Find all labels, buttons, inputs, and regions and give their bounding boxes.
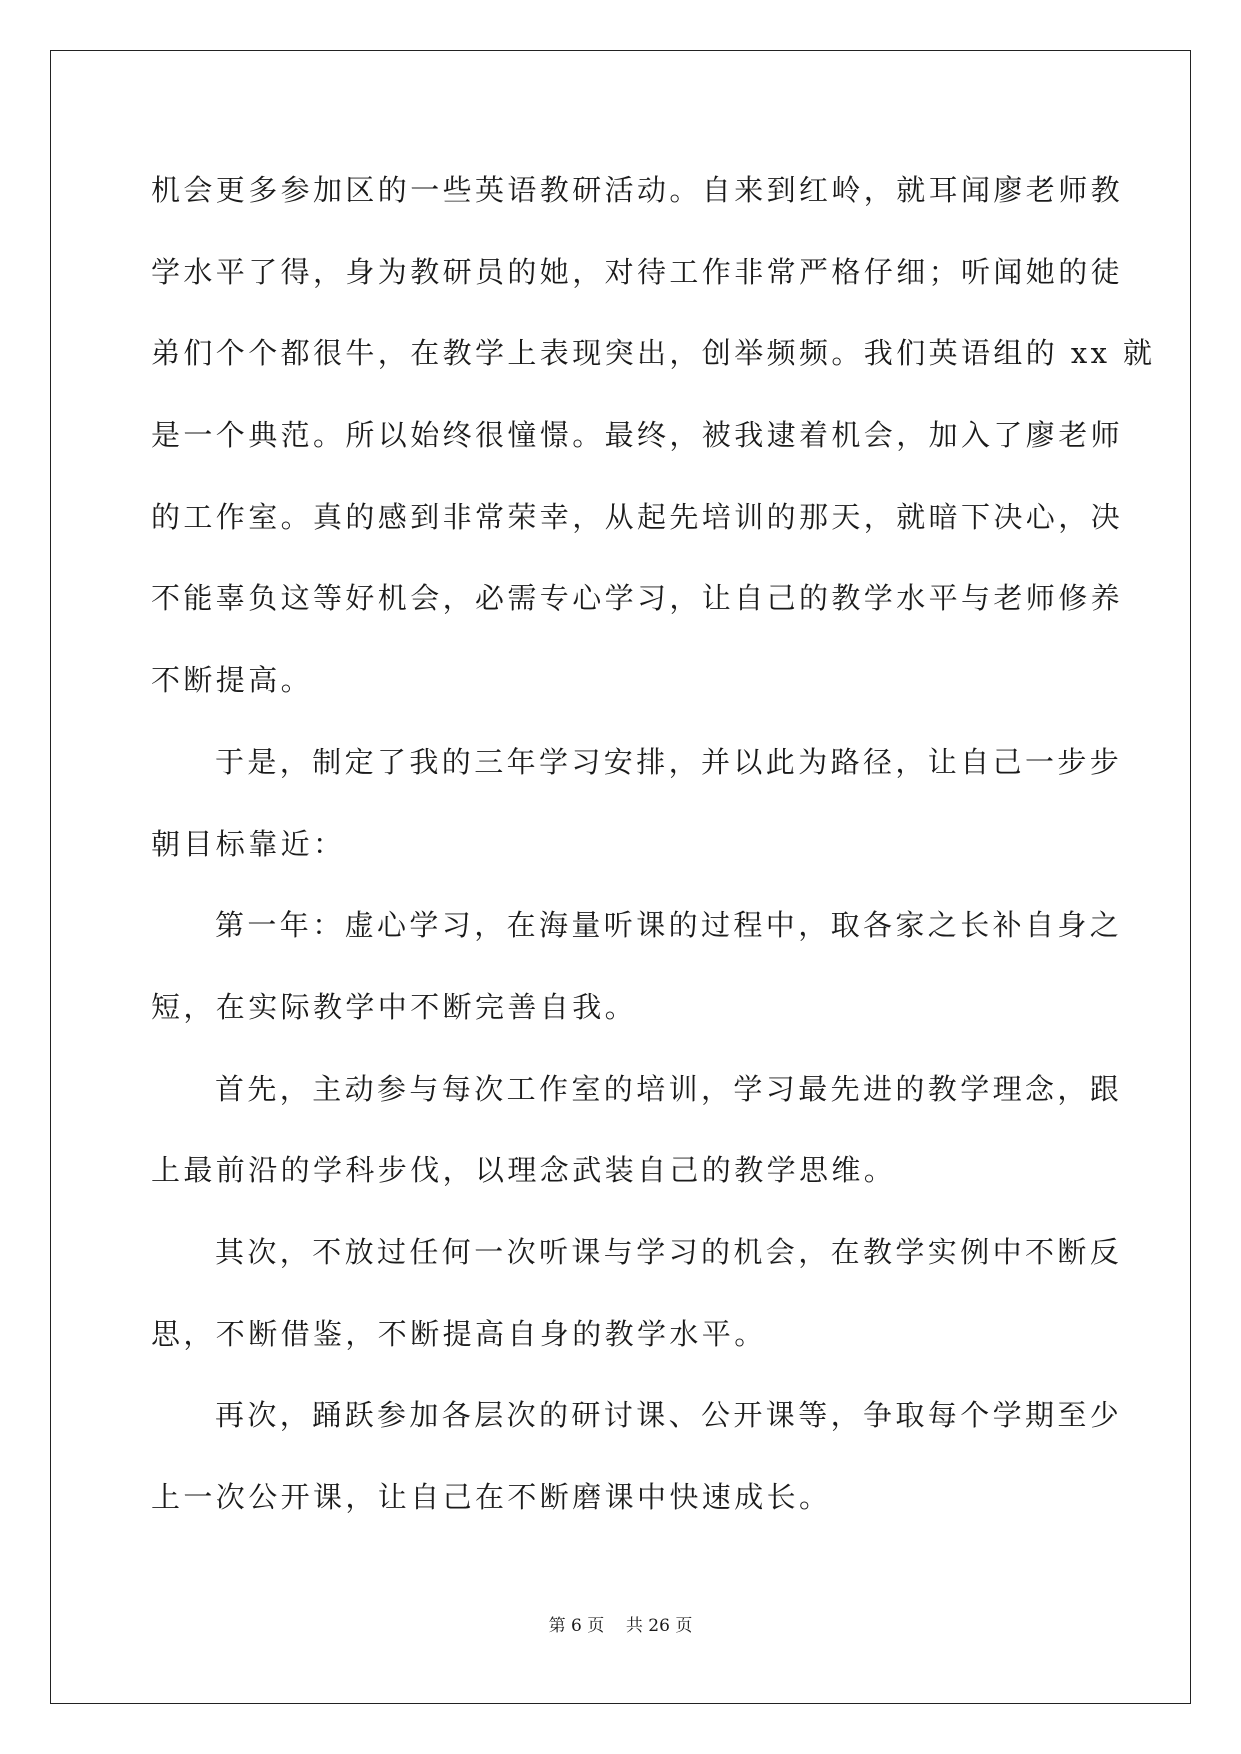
text-line: 不能辜负这等好机会，必需专心学习，让自己的教学水平与老师修养 [151,581,1124,616]
paragraph-start-line: 首先，主动参与每次工作室的培训，学习最先进的教学理念，跟 [215,1071,1123,1106]
text-line: 学水平了得，身为教研员的她，对待工作非常严格仔细；听闻她的徒 [151,254,1124,289]
text-line: 的工作室。真的感到非常荣幸，从起先培训的那天，就暗下决心，决 [151,499,1124,534]
page-number-footer: 第 6 页 共 26 页 [548,1616,693,1636]
paragraph-start-line: 于是，制定了我的三年学习安排，并以此为路径，让自己一步步 [215,744,1123,779]
text-line: 短，在实际教学中不断完善自我。 [151,989,638,1024]
text-line: 弟们个个都很牛，在教学上表现突出，创举频频。我们英语组的 xx 就 [151,336,1156,371]
text-line: 不断提高。 [151,663,314,698]
paragraph-start-line: 其次，不放过任何一次听课与学习的机会，在教学实例中不断反 [215,1234,1123,1269]
paragraph-start-line: 再次，踊跃参加各层次的研讨课、公开课等，争取每个学期至少 [215,1398,1123,1433]
text-line: 上最前沿的学科步伐，以理念武装自己的教学思维。 [151,1153,897,1188]
text-line: 思，不断借鉴，不断提高自身的教学水平。 [151,1316,767,1351]
text-line: 机会更多参加区的一些英语教研活动。自来到红岭，就耳闻廖老师教 [151,173,1124,207]
text-line: 朝目标靠近： [151,826,346,861]
text-line: 上一次公开课，让自己在不断磨课中快速成长。 [151,1480,832,1514]
paragraph-start-line: 第一年：虚心学习，在海量听课的过程中，取各家之长补自身之 [215,908,1123,943]
text-line: 是一个典范。所以始终很憧憬。最终，被我逮着机会，加入了廖老师 [151,418,1124,453]
document-body [151,150,1156,1539]
